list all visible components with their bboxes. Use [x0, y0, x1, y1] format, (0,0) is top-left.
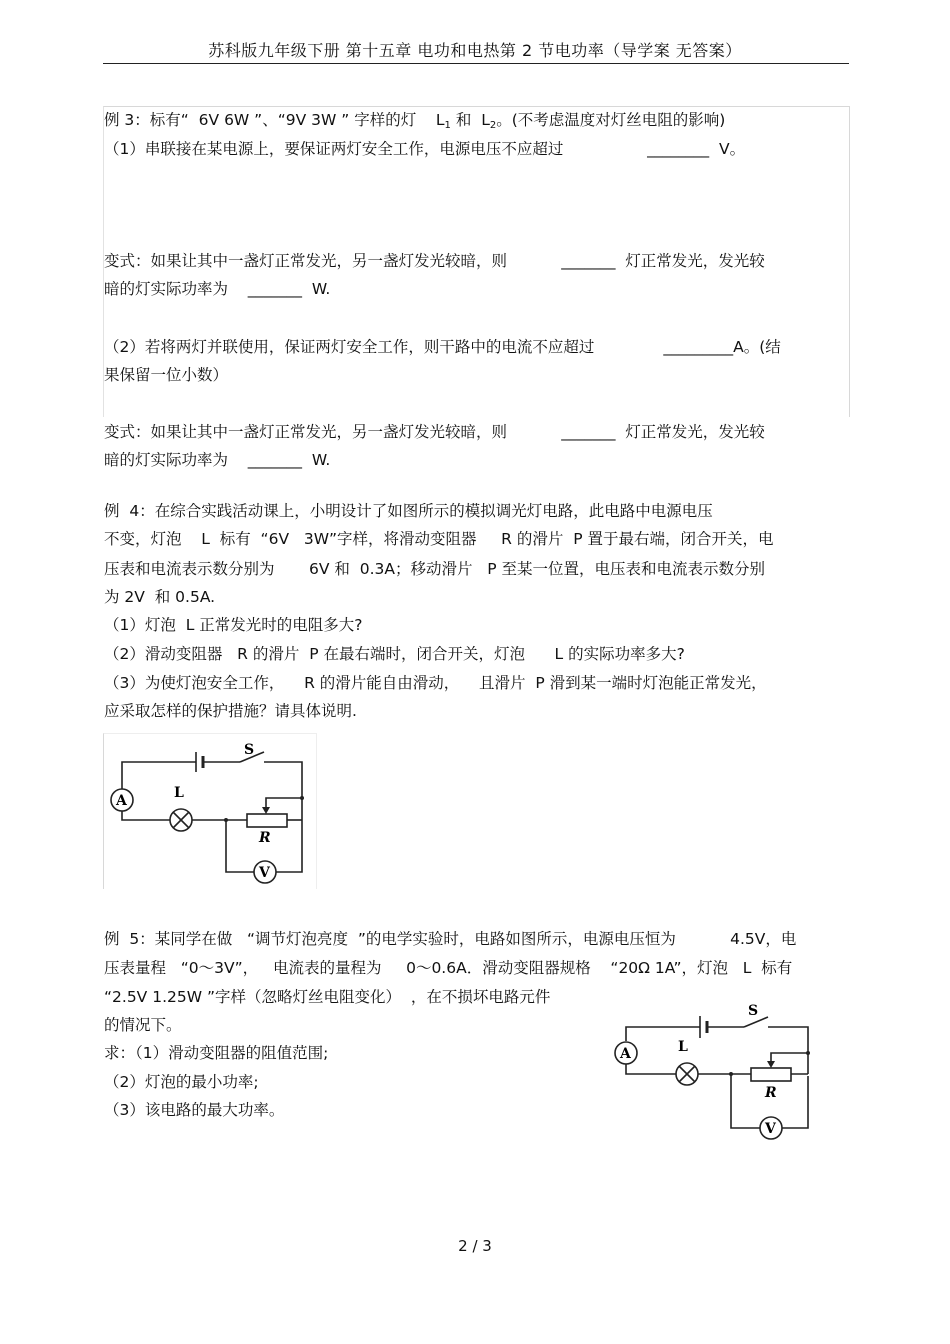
- example3-q1: （1）串联接在某电源上，要保证两灯安全工作，电源电压不应超过 ________ V。: [104, 140, 746, 158]
- example5-line4: 的情况下。: [104, 1016, 182, 1034]
- example4-q3-b: 应采取怎样的保护措施？请具体说明.: [104, 702, 357, 720]
- example4-line1: 例 4：在综合实践活动课上，小明设计了如图所示的模拟调光灯电路，此电路中电源电压: [104, 502, 713, 520]
- example4-q2: （2）滑动变阻器 R 的滑片 P 在最右端时，闭合开关，灯泡 L 的实际功率多大?: [104, 645, 685, 663]
- example4-q1: （1）灯泡 L 正常发光时的电阻多大?: [104, 616, 363, 634]
- circuit-diagram-example4: [103, 733, 317, 889]
- switch-label: S: [244, 742, 255, 758]
- example5-line1: 例 5：某同学在做 “调节灯泡亮度 ”的电学实验时，电路如图所示，电源电压恒为 4.5V，电: [104, 930, 797, 948]
- resistor-label: R: [259, 830, 271, 846]
- example3-q2-b: 果保留一位小数）: [104, 366, 229, 384]
- header-rule: [103, 63, 849, 64]
- example5-q2: （2）灯泡的最小功率;: [104, 1073, 259, 1091]
- example3-title: 例 3：标有“ 6V 6W ”、“9V 3W ” 字样的灯 $L_1$ 和 $L_2$。(不考虑温度对灯丝电阻的影响): [104, 111, 726, 131]
- lamp-label: L: [678, 1039, 688, 1055]
- example4-q3-a: （3）为使灯泡安全工作， R 的滑片能自由滑动， 且滑片 P 滑到某一端时灯泡能正常发光，: [104, 674, 767, 692]
- example5-line3: “2.5V 1.25W ”字样（忽略灯丝电阻变化） ，在不损坏电路元件: [104, 988, 551, 1006]
- example4-line2: 不变，灯泡 L 标有 “6V 3W”字样，将滑动变阻器 R 的滑片 P 置于最右端，闭合开关，电: [104, 530, 774, 548]
- resistor-label: R: [765, 1085, 777, 1101]
- lamp-label: L: [174, 785, 184, 801]
- circuit-diagram-example5: [605, 996, 820, 1146]
- voltmeter-label: V: [765, 1121, 776, 1137]
- ammeter-label: A: [116, 793, 127, 809]
- example3-variant1-b: 暗的灯实际功率为 _______ W.: [104, 280, 331, 298]
- page-header: 苏科版九年级下册 第十五章 电功和电热第 2 节电功率（导学案 无答案）: [208, 41, 742, 60]
- circuit-svg: [104, 734, 316, 889]
- example4-line4: 为 2V 和 0.5A.: [104, 588, 216, 606]
- switch-label: S: [748, 1003, 759, 1019]
- page-number: 2 / 3: [458, 1237, 492, 1255]
- example3-variant2-a: 变式：如果让其中一盏灯正常发光，另一盏灯发光较暗，则 _______ 灯正常发光，发光较: [104, 423, 765, 441]
- example5-q1: 求：（1）滑动变阻器的阻值范围;: [104, 1044, 329, 1062]
- circuit-svg-2: [605, 996, 820, 1146]
- ammeter-label: A: [620, 1046, 631, 1062]
- example4-line3: 压表和电流表示数分别为 6V 和 0.3A；移动滑片 P 至某一位置，电压表和电流表示数分别: [104, 560, 766, 578]
- example3-variant2-b: 暗的灯实际功率为 _______ W.: [104, 451, 331, 469]
- example5-line2: 压表量程 “0～3V”， 电流表的量程为 0～0.6A．滑动变阻器规格 “20Ω 1A”，灯泡 L 标有: [104, 959, 793, 977]
- example3-q2-a: （2）若将两灯并联使用，保证两灯安全工作，则干路中的电流不应超过 _________A。(结: [104, 338, 781, 356]
- voltmeter-label: V: [259, 865, 270, 881]
- example3-variant1-a: 变式：如果让其中一盏灯正常发光，另一盏灯发光较暗，则 _______ 灯正常发光，发光较: [104, 252, 765, 270]
- example5-q3: （3）该电路的最大功率。: [104, 1101, 285, 1119]
